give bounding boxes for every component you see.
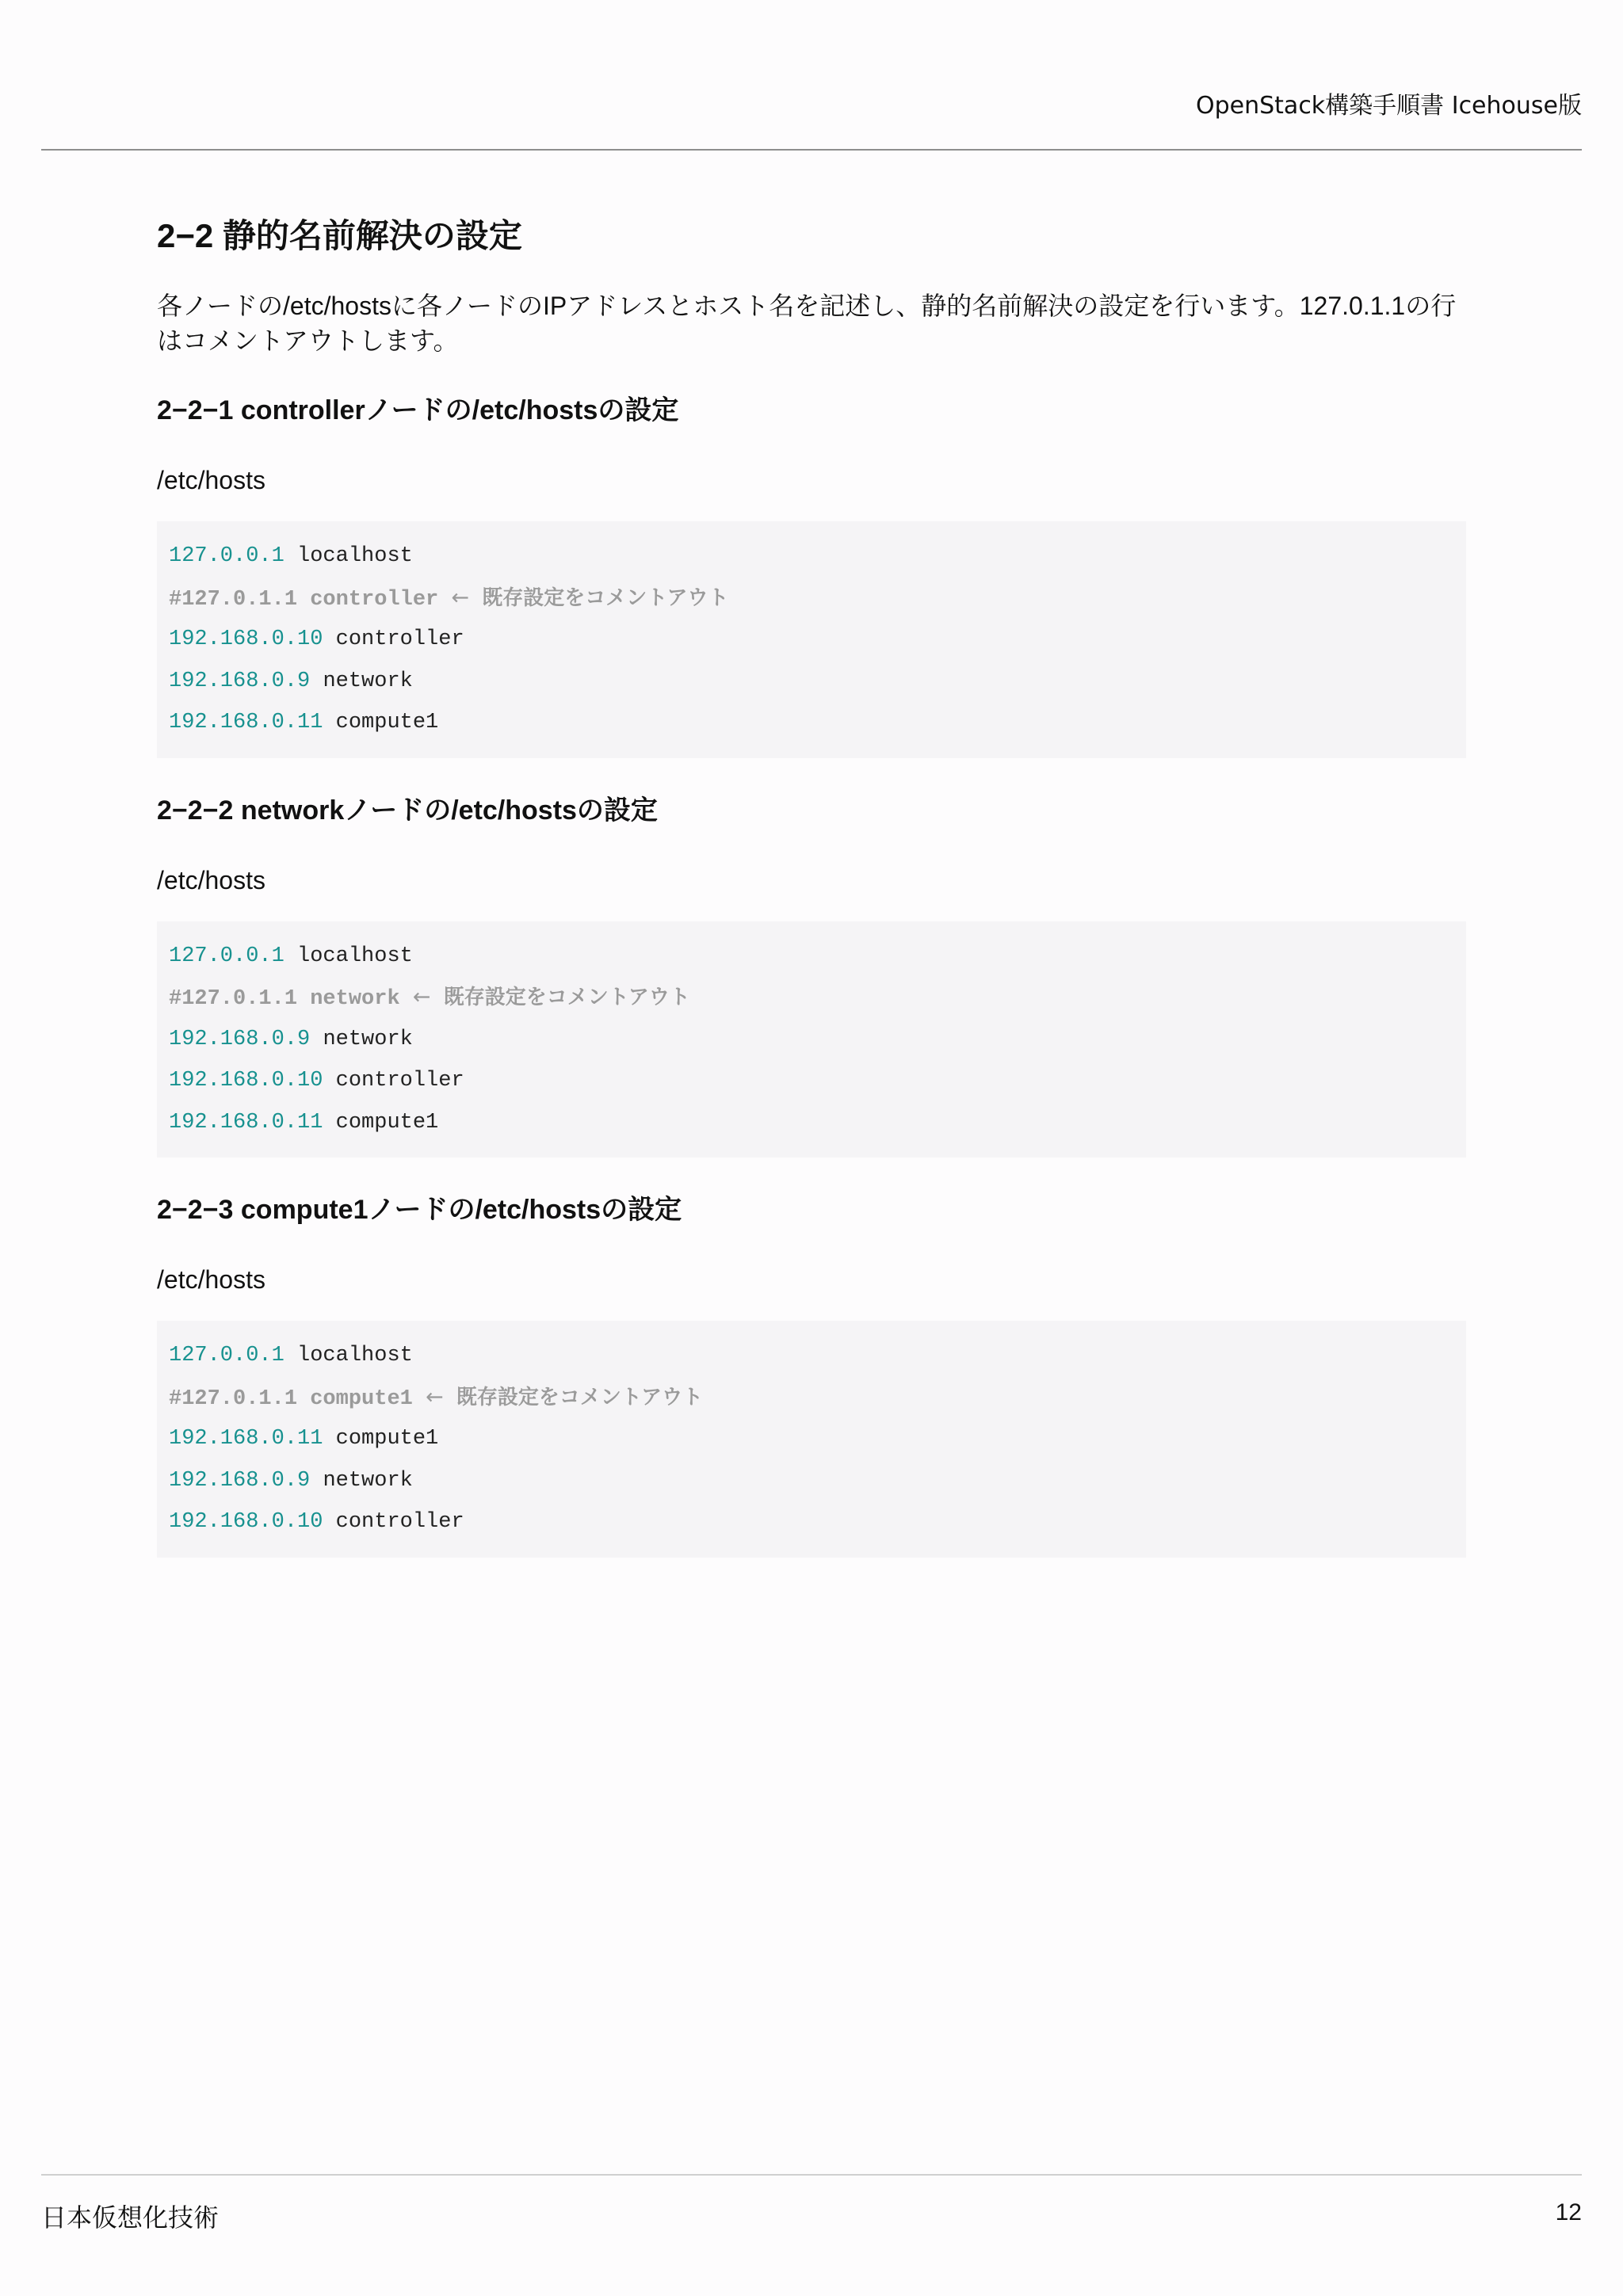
ip-address: 127.0.0.1 — [169, 944, 285, 968]
intro-paragraph: 各ノードの/etc/hostsに各ノードのIPアドレスとホスト名を記述し、静的名前解決の設定を行います。127.0.1.1の行はコメントアウトします。 — [157, 292, 1457, 355]
code-block — [157, 1321, 1466, 1558]
subsection-title: 2−2−2 networkノードの/etc/hostsの設定 — [157, 795, 658, 826]
ip-address: 192.168.0.10 — [169, 627, 323, 651]
code-line — [169, 1418, 1454, 1460]
file-label: /etc/hosts — [157, 466, 265, 494]
footer-company: 日本仮想化技術 — [41, 2203, 220, 2233]
hostname: localhost — [297, 944, 413, 968]
code-line — [169, 578, 1454, 620]
section-title: 2−2 静的名前解決の設定 — [157, 217, 522, 254]
file-label: /etc/hosts — [157, 865, 265, 894]
code-block — [157, 521, 1466, 758]
code-line — [169, 536, 1454, 578]
page-number: 12 — [1555, 2199, 1582, 2225]
code-line — [169, 661, 1454, 703]
commented-entry: #127.0.1.1 network — [169, 987, 400, 1011]
code-line — [169, 1460, 1454, 1502]
subsection — [157, 790, 1466, 1158]
header-title: OpenStack構築手順書 Icehouse版 — [1196, 92, 1582, 120]
ip-address: 192.168.0.11 — [169, 1110, 323, 1135]
ip-address: 192.168.0.11 — [169, 1427, 323, 1451]
content — [157, 211, 1466, 1558]
left-arrow-icon: ← — [412, 985, 431, 1009]
ip-address: 192.168.0.9 — [169, 669, 311, 693]
ip-address: 192.168.0.11 — [169, 711, 323, 734]
subsection — [157, 390, 1466, 758]
code-line — [169, 1501, 1454, 1543]
subsections — [157, 390, 1466, 1558]
left-arrow-icon: ← — [426, 1384, 444, 1409]
left-arrow-icon: ← — [451, 585, 470, 610]
ip-address: 192.168.0.9 — [169, 1468, 311, 1493]
comment-note: 既存設定をコメントアウト — [482, 585, 729, 610]
subsection-title: 2−2−1 controllerノードの/etc/hostsの設定 — [157, 395, 679, 425]
ip-address: 127.0.0.1 — [169, 544, 285, 568]
hostname: network — [323, 1027, 413, 1051]
subsection — [157, 1189, 1466, 1558]
code-line — [169, 1060, 1454, 1102]
commented-entry: #127.0.1.1 controller — [169, 587, 439, 612]
ip-address: 192.168.0.10 — [169, 1069, 323, 1093]
page-header — [41, 79, 1582, 151]
ip-address: 192.168.0.10 — [169, 1510, 323, 1534]
hostname: controller — [335, 627, 464, 651]
hostname: network — [323, 1468, 413, 1493]
code-line — [169, 1019, 1454, 1061]
comment-note: 既存設定をコメントアウト — [443, 986, 690, 1009]
code-line — [169, 1377, 1454, 1419]
code-line — [169, 936, 1454, 978]
hostname: compute1 — [335, 711, 439, 734]
hostname: localhost — [297, 1344, 413, 1367]
code-block — [157, 921, 1466, 1158]
code-line — [169, 1102, 1454, 1144]
comment-note: 既存設定をコメントアウト — [456, 1385, 704, 1409]
ip-address: 192.168.0.9 — [169, 1027, 311, 1051]
hostname: controller — [335, 1510, 464, 1534]
code-line — [169, 977, 1454, 1019]
commented-entry: #127.0.1.1 compute1 — [169, 1386, 413, 1411]
hostname: controller — [335, 1069, 464, 1093]
page-footer — [41, 2174, 1582, 2233]
subsection-title: 2−2−3 compute1ノードの/etc/hostsの設定 — [157, 1195, 682, 1225]
code-line — [169, 619, 1454, 661]
code-line — [169, 1335, 1454, 1377]
hostname: localhost — [297, 544, 413, 568]
hostname: compute1 — [335, 1427, 439, 1451]
hostname: network — [323, 669, 413, 693]
ip-address: 127.0.0.1 — [169, 1344, 285, 1367]
code-line — [169, 702, 1454, 744]
hostname: compute1 — [335, 1110, 439, 1135]
file-label: /etc/hosts — [157, 1265, 265, 1294]
